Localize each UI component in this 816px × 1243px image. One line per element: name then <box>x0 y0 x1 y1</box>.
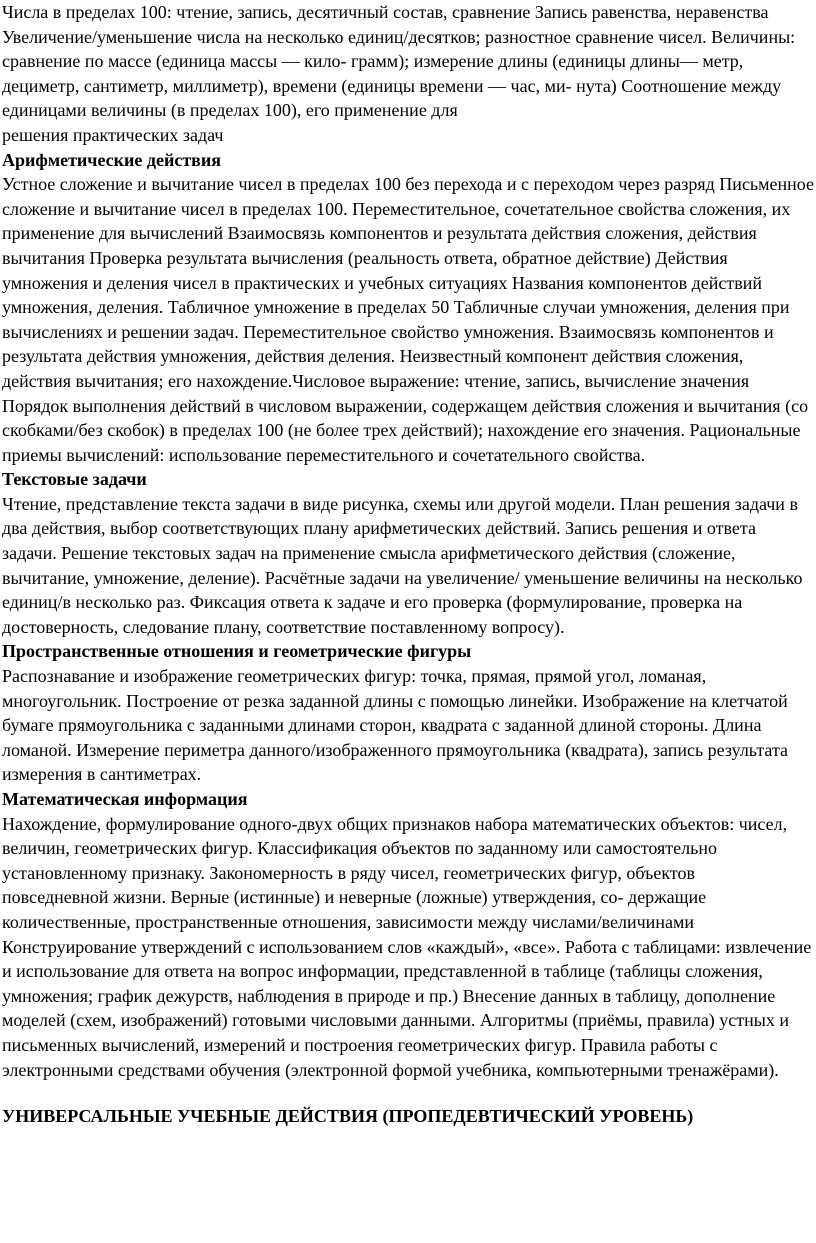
math-info-heading: Математическая информация <box>2 789 248 809</box>
geometry-heading: Пространственные отношения и геометрические фигуры <box>2 641 472 662</box>
text-tasks-heading: Текстовые задачи <box>2 469 147 490</box>
universal-actions-heading: УНИВЕРСАЛЬНЫЕ УЧЕБНЫЕ ДЕЙСТВИЯ (ПРОПЕДЕВТИЧЕСКИЙ УРОВЕНЬ) <box>2 1106 694 1127</box>
math-info-paragraph-continued: повседневной жизни. Верные (истинные) и неверные (ложные) утверждения, со- держащие количественные, пространственные отношения, зависимости между числами/величинами Конструирование утверждений с использованием слов «каждый», «все». Работа с таблицами: извлечение и использование для ответа на вопрос информации, представленной в таблице (таблицы сложения, умножения; график дежурств, наблюдения в природе и пр.) Внесение данных в таблицу, дополнение моделей (схем, изображений) готовыми числовыми данными. Алгоритмы (приёмы, правила) устных и письменных вычислений, измерений и построения геометрических фигур. Правила работы с электронными средствами обучения (электронной формой учебника, компьютерными тренажёрами). <box>2 887 812 1080</box>
intro-paragraph: Числа в пределах 100: чтение, запись, десятичный состав, сравнение Запись равенства, неравенства Увеличение/уменьшение числа на несколько единиц/десятков; разностное сравнение чисел. Величины: сравнение по массе (единица массы — кило- грамм); измерение длины (единицы длины— метр, дециметр, сантиметр, миллиметр), времени (единицы времени — час, ми- нута) Соотношение между единицами величины (в пределах 100), его применение для <box>2 2 796 121</box>
math-info-paragraph: Нахождение, формулирование одного-двух общих признаков набора математических объектов: чисел, величин, геометрических фигур. Классификация объектов по заданному или самостоятельно установленному признаку. Закономерность в ряду чисел, геометрических фигур, объектов <box>2 813 788 883</box>
arithmetic-heading: Арифметические действия <box>2 149 222 170</box>
intro-paragraph-end: решения практических задач <box>2 124 224 145</box>
geometry-paragraph: Распознавание и изображение геометрических фигур: точка, прямая, прямой угол, ломаная, многоугольник. Построение от резка заданной длины с помощью линейки. Изображение на клетчатой бумаге прямоугольника с заданными длинами сторон, квадрата с заданной длиной стороны. Длина ломаной. Измерение периметра данного/изображенного прямоугольника (квадрата), запись результата измерения в сантиметрах. <box>2 666 789 785</box>
text-tasks-paragraph: Чтение, представление текста задачи в виде рисунка, схемы или другой модели. План решения задачи в два действия, выбор соответствующих плану арифметических действий. Запись решения и ответа задачи. Решение текстовых задач на применение смысла арифметического действия (сложение, вычитание, умножение, деление). Расчётные задачи на увеличение/ уменьшение величины на несколько единиц/в несколько раз. Фиксация ответа к задаче и его проверка (формулирование, проверка на достоверность, следование плану, соответствие поставленному вопросу). <box>2 493 803 637</box>
arithmetic-paragraph: Устное сложение и вычитание чисел в пределах 100 без перехода и с переходом через разряд Письменное сложение и вычитание чисел в пределах 100. Переместительное, сочетательное свойства сложения, их применение для вычислений Взаимосвязь компонентов и результата действия сложения, действия вычитания Проверка результата вычисления (реальность ответа, обратное действие) Действия умножения и деления чисел в практических и учебных ситуациях Названия компонентов действий умножения, деления. Табличное умножение в пределах 50 Табличные случаи умножения, деления при вычислениях и решении задач. Переместительное свойство умножения. Взаимосвязь компонентов и результата действия умножения, действия деления. Неизвестный компонент действия сложения, действия вычитания; его нахождение.Числовое выражение: чтение, запись, вычисление значения Порядок выполнения действий в числовом выражении, содержащем действия сложения и вычитания (со скобками/без скобок) в пределах 100 (не более трех действий); нахождение его значения. Рациональные приемы вычислений: использование переместительного и сочетательного свойства. <box>2 174 814 465</box>
